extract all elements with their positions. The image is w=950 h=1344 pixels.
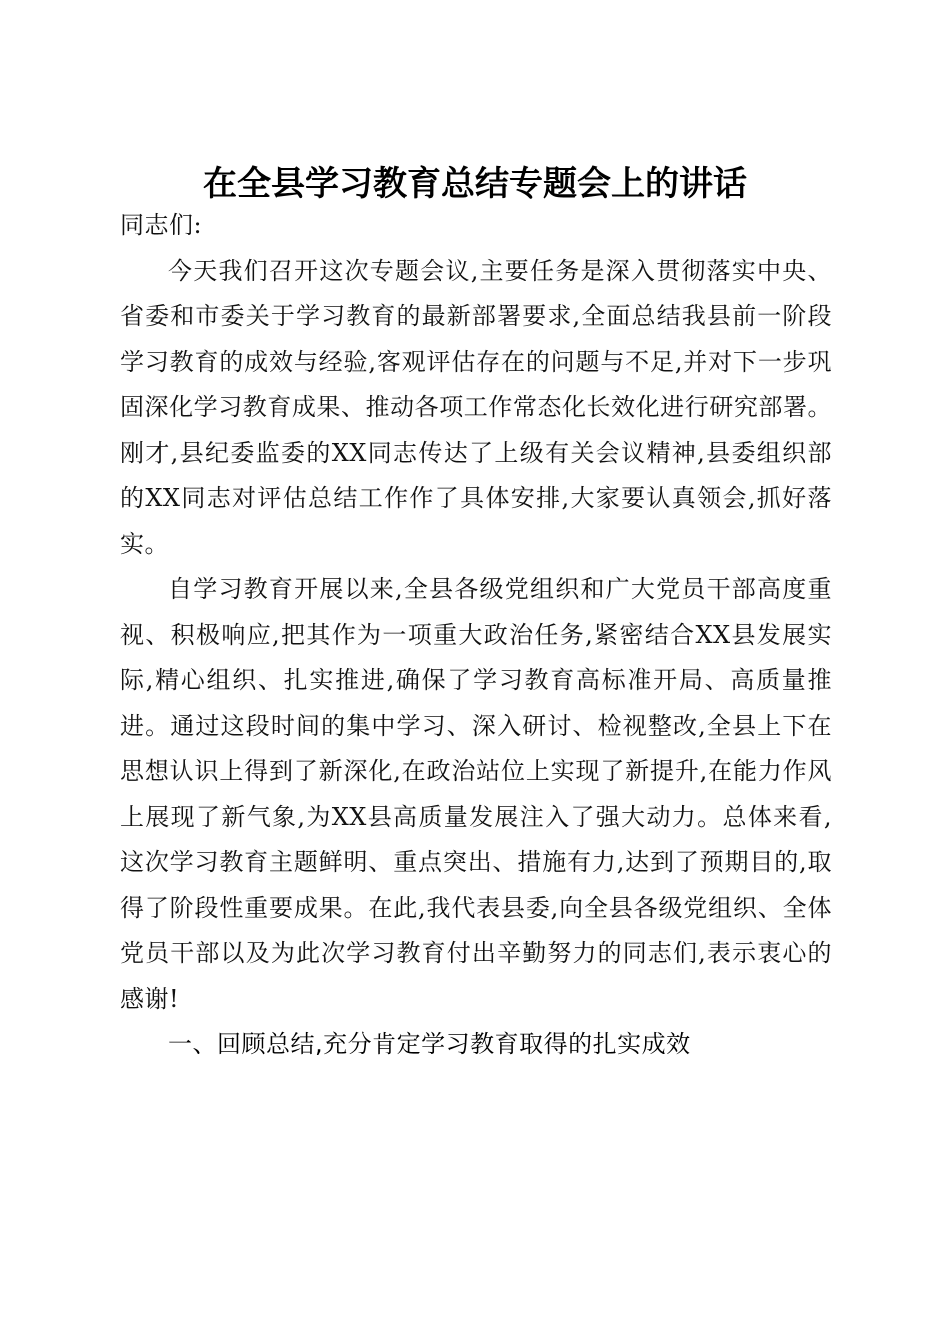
document-body: [120, 203, 832, 1068]
paragraph-opening: 今天我们召开这次专题会议,主要任务是深入贯彻落实中央、省委和市委关于学习教育的最新部署要求,全面总结我县前一阶段学习教育的成效与经验,客观评估存在的问题与不足,并对下一步巩固深化学习教育成果、推动各项工作常态化长效化进行研究部署。刚才,县纪委监委的XX同志传达了上级有关会议精神,县委组织部的XX同志对评估总结工作作了具体安排,大家要认真领会,抓好落实。: [120, 256, 832, 558]
paragraph-achievements: 自学习教育开展以来,全县各级党组织和广大党员干部高度重视、积极响应,把其作为一项重大政治任务,紧密结合XX县发展实际,精心组织、扎实推进,确保了学习教育高标准开局、高质量推进。通过这段时间的集中学习、深入研讨、检视整改,全县上下在思想认识上得到了新深化,在政治站位上实现了新提升,在能力作风上展现了新气象,为XX县高质量发展注入了强大动力。总体来看,这次学习教育主题鲜明、重点突出、措施有力,达到了预期目的,取得了阶段性重要成果。在此,我代表县委,向全县各级党组织、全体党员干部以及为此次学习教育付出辛勤努力的同志们,表示衷心的感谢!: [120, 575, 832, 1013]
section-heading: 一、回顾总结,充分肯定学习教育取得的扎实成效: [168, 1030, 691, 1058]
salutation: 同志们:: [120, 211, 203, 239]
document-title: 在全县学习教育总结专题会上的讲话: [203, 163, 747, 204]
